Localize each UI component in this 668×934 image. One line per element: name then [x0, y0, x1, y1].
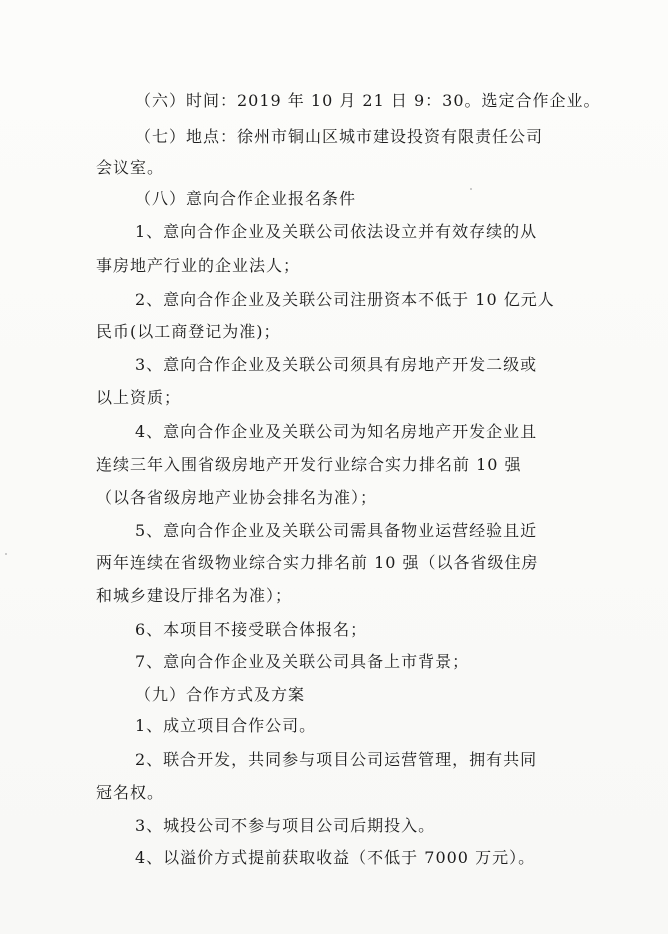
line-18-item-7: 7、意向合作企业及关联公司具备上市背景；	[135, 652, 470, 671]
line-21-plan-2: 2、联合开发，共同参与项目公司运营管理，拥有共同	[135, 750, 538, 769]
line-9-item-3: 3、意向合作企业及关联公司须具有房地产开发二级或	[135, 355, 538, 374]
scan-speck	[470, 188, 472, 190]
line-16-item-5-cont: 和城乡建设厅排名为准）；	[96, 586, 293, 605]
line-23-plan-3: 3、城投公司不参与项目公司后期投入。	[135, 816, 436, 835]
line-7-item-2: 2、意向合作企业及关联公司注册资本不低于 10 亿元人	[135, 290, 555, 309]
scan-speck	[5, 553, 7, 555]
line-17-item-6: 6、本项目不接受联合体报名；	[135, 620, 368, 639]
line-13-item-4-cont: （以各省级房地产业协会排名为准）；	[96, 488, 378, 507]
line-14-item-5: 5、意向合作企业及关联公司需具备物业运营经验且近	[135, 521, 538, 540]
line-3-venue-cont: 会议室。	[96, 158, 165, 177]
line-10-item-3-cont: 以上资质；	[96, 388, 182, 407]
line-2-venue: （七）地点：徐州市铜山区城市建设投资有限责任公司	[135, 127, 544, 146]
line-24-plan-4: 4、以溢价方式提前获取收益（不低于 7000 万元）。	[135, 848, 536, 867]
line-4-section-heading: （八）意向合作企业报名条件	[135, 189, 357, 208]
line-5-item-1: 1、意向合作企业及关联公司依法设立并有效存续的从	[135, 222, 538, 241]
line-8-item-2-cont: 民币(以工商登记为准)；	[96, 322, 281, 341]
line-22-plan-2-cont: 冠名权。	[96, 783, 165, 802]
line-19-section-heading: （九）合作方式及方案	[135, 685, 306, 704]
line-20-plan-1: 1、成立项目合作公司。	[135, 716, 317, 735]
line-11-item-4: 4、意向合作企业及关联公司为知名房地产开发企业且	[135, 422, 538, 441]
line-1-schedule: （六）时间：2019 年 10 月 21 日 9：30。选定合作企业。	[135, 91, 601, 110]
line-12-item-4-cont: 连续三年入围省级房地产开发行业综合实力排名前 10 强	[96, 455, 522, 474]
line-15-item-5-cont: 两年连续在省级物业综合实力排名前 10 强（以各省级住房	[96, 553, 539, 572]
line-6-item-1-cont: 事房地产行业的企业法人；	[96, 256, 301, 275]
